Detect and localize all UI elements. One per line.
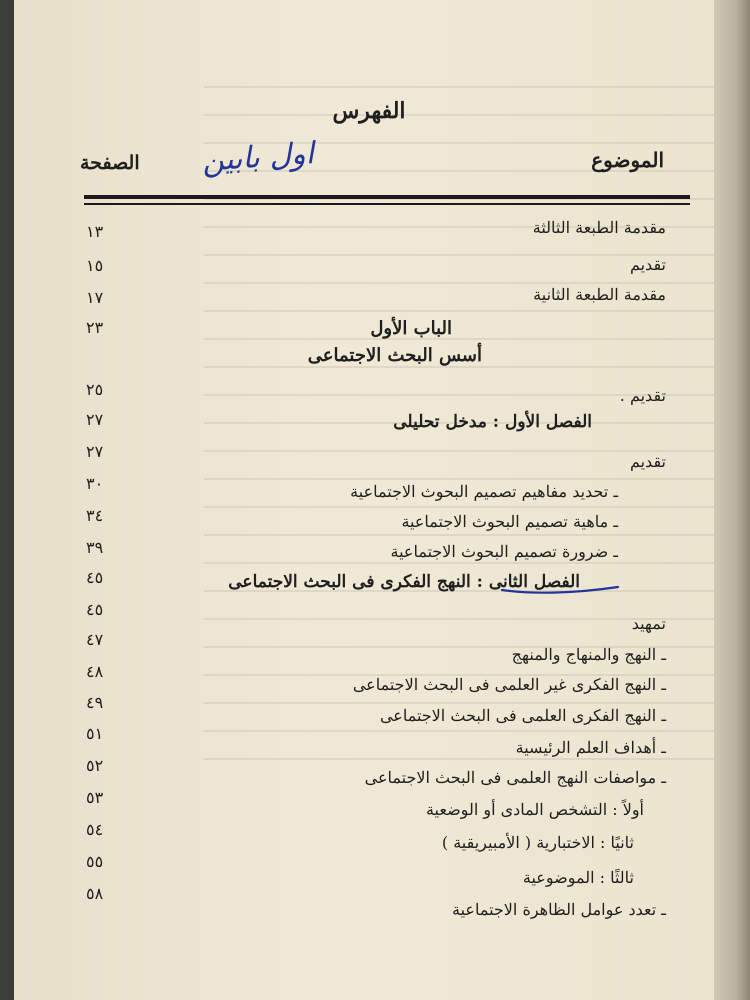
toc-page-number: ٥١ <box>86 724 104 743</box>
toc-page-number: ٤٥ <box>86 568 104 587</box>
toc-entry: ـ النهج الفكرى العلمى فى البحث الاجتماعى <box>379 706 666 725</box>
toc-page-number: ٣٠ <box>86 474 104 493</box>
header-rule-thick <box>84 195 690 199</box>
toc-entry: تقديم <box>629 255 666 274</box>
chapter-title: الفصل الأول : مدخل تحليلى <box>393 412 592 432</box>
toc-page-number: ٤٨ <box>86 662 104 681</box>
toc-page-number: ٢٣ <box>86 318 104 337</box>
header-rule-thin <box>84 203 690 205</box>
toc-entry: ـ ماهية تصميم البحوث الاجتماعية <box>401 512 618 531</box>
toc-entry: ـ أهداف العلم الرئيسية <box>515 738 666 757</box>
toc-page-number: ٥٣ <box>86 788 104 807</box>
chapter-title: الفصل الثانى : النهج الفكرى فى البحث الاجتماعى <box>228 572 580 592</box>
column-header-page: الصفحة <box>80 152 140 174</box>
part-title: الباب الأول <box>370 318 452 339</box>
toc-entry: ـ النهج والمنهاج والمنهج <box>511 645 666 664</box>
pen-underline-mark <box>500 578 620 598</box>
toc-page-number: ٥٤ <box>86 820 104 839</box>
toc-entry: ـ تحديد مفاهيم تصميم البحوث الاجتماعية <box>350 482 618 501</box>
toc-entry: مقدمة الطبعة الثانية <box>533 285 666 304</box>
toc-entry: ثانيًا : الاختبارية ( الأمبيريقية ) <box>441 833 634 852</box>
toc-entry: تقديم <box>629 452 666 471</box>
toc-page-number: ١٧ <box>86 288 104 307</box>
toc-entry: مقدمة الطبعة الثالثة <box>532 218 666 237</box>
toc-entry: تقديم . <box>619 386 666 405</box>
toc-page-number: ٣٩ <box>86 538 104 557</box>
toc-page-number: ٥٨ <box>86 884 104 903</box>
toc-entry: تمهيد <box>631 614 666 633</box>
toc-entry: أولاً : التشخص المادى أو الوضعية <box>425 800 644 819</box>
toc-page-number: ٤٥ <box>86 600 104 619</box>
toc-entry: ـ ضرورة تصميم البحوث الاجتماعية <box>390 542 618 561</box>
toc-page-number: ١٥ <box>86 256 104 275</box>
part-subtitle: أسس البحث الاجتماعى <box>307 345 482 366</box>
toc-page-number: ٥٢ <box>86 756 104 775</box>
toc-page-number: ٣٤ <box>86 506 104 525</box>
toc-page-number: ٥٥ <box>86 852 104 871</box>
toc-entry: ـ مواصفات النهج العلمى فى البحث الاجتماعى <box>364 768 666 787</box>
page-title: الفهرس <box>332 98 406 124</box>
toc-page-number: ٤٩ <box>86 693 104 712</box>
book-page-edges <box>714 0 750 1000</box>
toc-page-number: ٢٧ <box>86 410 104 429</box>
toc-entry: ـ النهج الفكرى غير العلمى فى البحث الاجتماعى <box>352 675 666 694</box>
toc-page-number: ٢٥ <box>86 380 104 399</box>
toc-page-number: ١٣ <box>86 222 104 241</box>
toc-page-number: ٢٧ <box>86 442 104 461</box>
toc-entry: ـ تعدد عوامل الظاهرة الاجتماعية <box>451 900 666 919</box>
column-header-topic: الموضوع <box>591 148 664 172</box>
toc-entry: ثالثًا : الموضوعية <box>522 868 634 887</box>
toc-page-number: ٤٧ <box>86 630 104 649</box>
handwritten-note: اول بابين <box>200 136 315 179</box>
book-page <box>14 0 714 1000</box>
